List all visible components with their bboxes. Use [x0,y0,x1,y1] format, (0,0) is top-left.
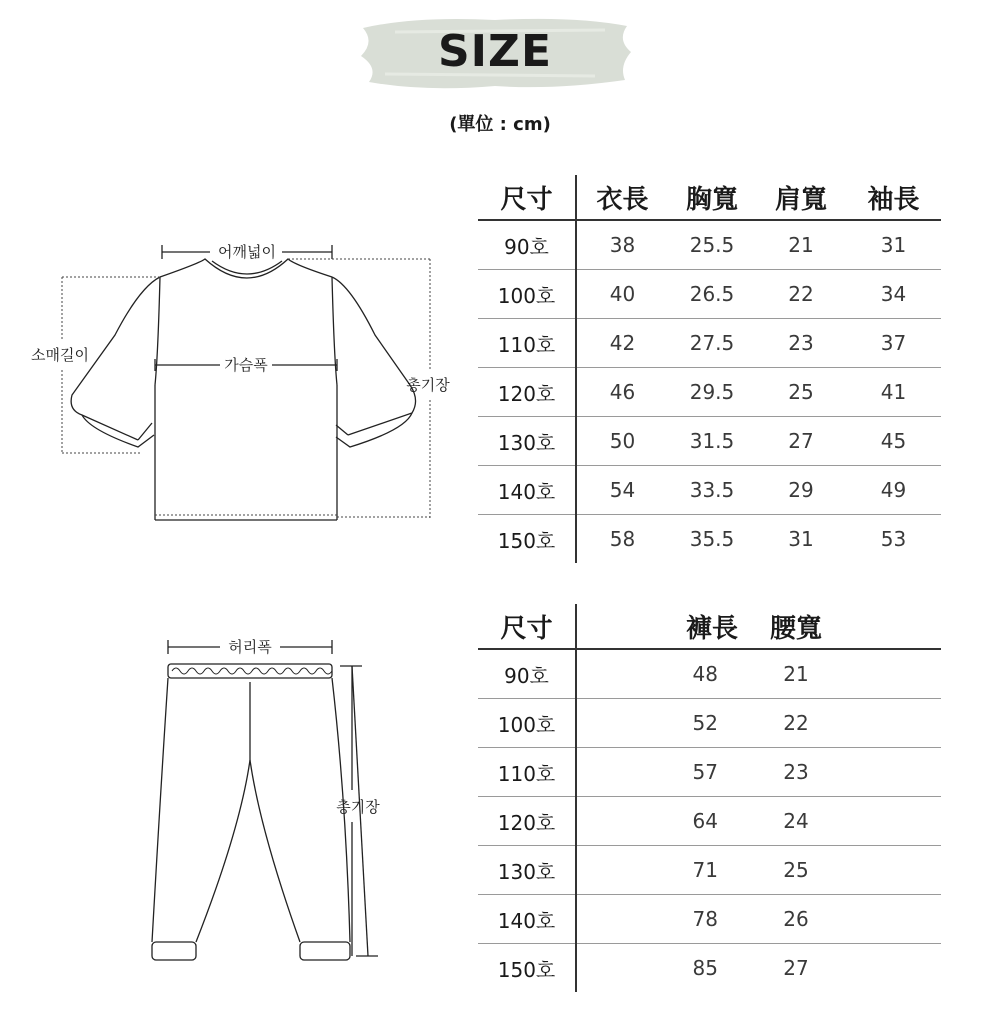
top-total-length-label: 총기장 [406,376,450,394]
value-cell: 27 [756,417,846,466]
value-cell: 31.5 [668,417,756,466]
value-cell: 23 [756,319,846,368]
value-cell: 31 [846,220,941,270]
value-cell: 48 [576,649,756,699]
table-row [478,368,941,417]
value-cell: 46 [576,368,668,417]
table-row [478,270,941,319]
table-header-row [478,175,941,220]
size-cell: 130호 [478,846,576,895]
header-garment-length: 衣長 [576,175,668,220]
empty-cell [836,649,941,699]
table-row [478,417,941,466]
value-cell: 24 [756,797,836,846]
table-row [478,895,941,944]
value-cell: 27 [783,956,809,980]
waist-width-label: 허리폭 [228,638,272,656]
size-cell: 150호 [478,515,576,564]
empty-cell [836,846,941,895]
size-cell: 100호 [478,270,576,319]
table-row [478,944,941,993]
pants-size-table [478,604,941,992]
chest-width-label: 가슴폭 [224,356,268,374]
top-garment-diagram [20,235,450,535]
size-cell: 150호 [478,944,576,993]
table-row [478,699,941,748]
empty-cell [836,797,941,846]
value-cell: 58 [609,527,636,551]
value-cell: 26 [756,895,836,944]
top-size-table [478,175,941,563]
value-cell: 85 [692,956,718,980]
table-header-row [478,604,941,649]
table-row [478,748,941,797]
size-cell: 110호 [478,748,576,797]
value-cell: 78 [576,895,756,944]
sleeve-length-label: 소매길이 [31,346,89,364]
header-pants-length: 褲長 [576,604,756,649]
table-row [478,649,941,699]
value-cell: 38 [576,220,668,270]
table-row [478,797,941,846]
table-row [478,515,941,564]
header-shoulder-width: 肩寬 [756,175,846,220]
size-cell: 140호 [478,466,576,515]
value-cell: 52 [576,699,756,748]
value-cell: 35.5 [689,527,735,551]
value-cell: 22 [756,699,836,748]
table-row [478,466,941,515]
value-cell: 34 [846,270,941,319]
value-cell: 21 [756,649,836,699]
value-cell: 29.5 [668,368,756,417]
header-empty [836,604,941,649]
header-waist-width: 腰寬 [756,604,836,649]
size-cell: 120호 [478,797,576,846]
table-row [478,220,941,270]
value-cell: 40 [576,270,668,319]
size-cell: 140호 [478,895,576,944]
table-row [478,846,941,895]
value-cell: 41 [846,368,941,417]
value-cell: 29 [756,466,846,515]
value-cell: 37 [846,319,941,368]
empty-cell [836,699,941,748]
header-sleeve-length: 袖長 [846,175,941,220]
page-title: SIZE [437,26,553,77]
value-cell: 25 [756,368,846,417]
value-cell: 21 [756,220,846,270]
header-size: 尺寸 [478,175,576,220]
empty-cell [836,895,941,944]
value-cell: 49 [846,466,941,515]
size-cell: 90호 [478,220,576,270]
value-cell: 22 [756,270,846,319]
header-chest-width: 胸寬 [668,175,756,220]
value-cell: 50 [576,417,668,466]
table-row [478,319,941,368]
pants-total-length-label: 총기장 [336,798,380,816]
empty-cell [836,748,941,797]
value-cell: 27.5 [668,319,756,368]
value-cell: 25 [756,846,836,895]
value-cell: 54 [576,466,668,515]
value-cell: 26.5 [668,270,756,319]
shoulder-width-label: 어깨넓이 [218,243,276,261]
value-cell: 42 [576,319,668,368]
unit-note: (單位 : cm) [449,114,551,135]
size-cell: 100호 [478,699,576,748]
value-cell: 45 [846,417,941,466]
empty-cell [836,944,941,993]
value-cell: 64 [576,797,756,846]
title-banner [355,10,635,95]
value-cell: 33.5 [668,466,756,515]
value-cell: 31 [788,527,814,551]
value-cell: 53 [880,527,907,551]
pants-diagram [140,630,400,970]
value-cell: 71 [576,846,756,895]
size-cell: 130호 [478,417,576,466]
size-cell: 120호 [478,368,576,417]
value-cell: 25.5 [668,220,756,270]
value-cell: 57 [576,748,756,797]
value-cell: 23 [756,748,836,797]
header-size: 尺寸 [478,604,576,649]
size-cell: 90호 [478,649,576,699]
size-cell: 110호 [478,319,576,368]
